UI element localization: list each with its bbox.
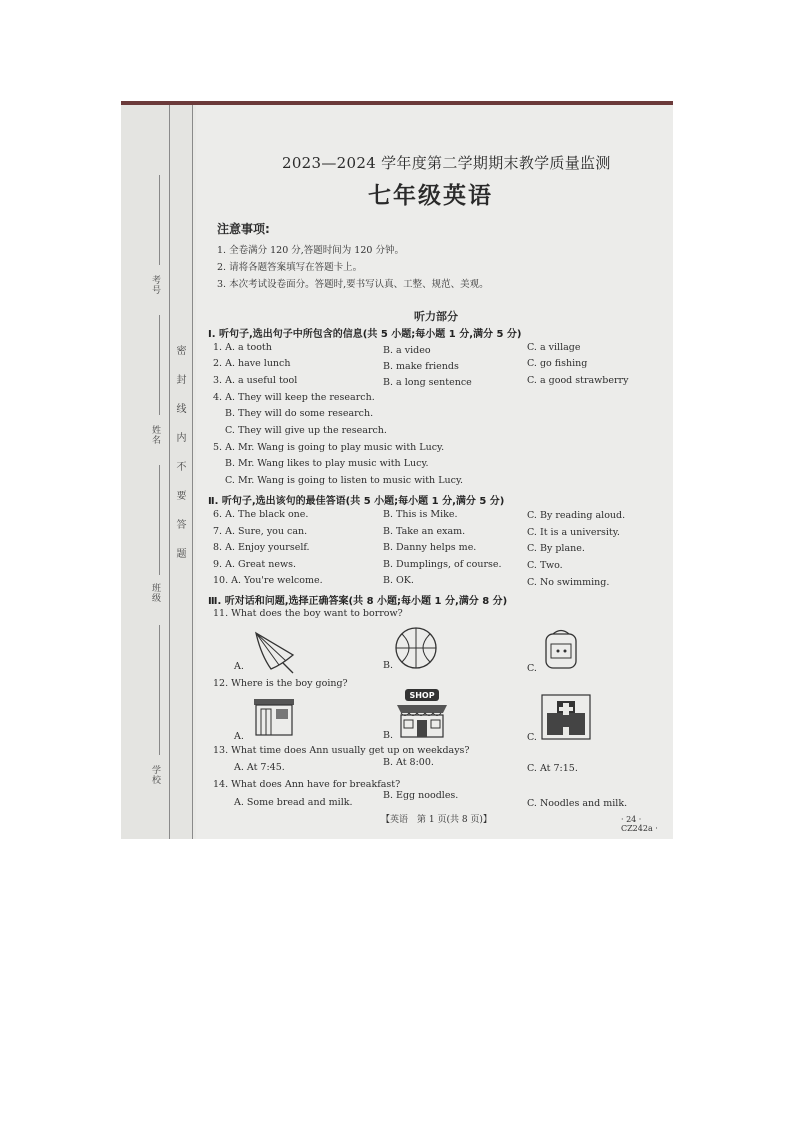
q1-option-a: 1. A. a tooth — [213, 342, 272, 353]
q3-option-a: 3. A. a useful tool — [213, 375, 298, 386]
school-underline — [159, 625, 160, 755]
q10-option-b: B. OK. — [383, 575, 414, 586]
q8-option-c: C. By plane. — [527, 543, 585, 554]
seal-line-warning: 密封线内不要答题 — [174, 345, 185, 577]
q13-question: 13. What time does Ann usually get up on weekdays? — [213, 745, 470, 756]
q2-option-a: 2. A. have lunch — [213, 358, 291, 369]
shop-sign-text: SHOP — [409, 691, 435, 700]
q7-option-c: C. It is a university. — [527, 527, 620, 538]
subject-title: 七年级英语 — [368, 183, 493, 209]
q3-option-b: B. a long sentence — [383, 377, 472, 388]
scanned-exam-photo — [121, 101, 673, 839]
q6-option-c: C. By reading aloud. — [527, 510, 626, 521]
q14-option-c: C. Noodles and milk. — [527, 798, 628, 809]
school-field: 学校 — [150, 765, 160, 785]
q12-question: 12. Where is the boy going? — [213, 678, 348, 689]
q5-option-a: 5. A. Mr. Wang is going to play music with Lucy. — [213, 442, 445, 453]
name-underline — [159, 315, 160, 415]
q10-option-a: 10. A. You're welcome. — [213, 575, 323, 586]
q12-label-a: A. — [234, 731, 244, 742]
page-footer: 【英语 第 1 页(共 8 页)】 — [381, 815, 492, 825]
q9-option-c: C. Two. — [527, 560, 563, 571]
library-building-icon — [251, 695, 297, 739]
paper-code: · 24 · CZ242a · — [621, 815, 658, 833]
backpack-icon — [538, 626, 584, 672]
binding-line-inner — [192, 105, 193, 839]
q5-option-c: C. Mr. Wang is going to listen to music with Lucy. — [225, 475, 464, 486]
q11-label-b: B. — [383, 660, 394, 671]
q7-option-b: B. Take an exam. — [383, 526, 466, 537]
q2-option-c: C. go fishing — [527, 358, 588, 369]
q14-option-b: B. Egg noodles. — [383, 790, 459, 801]
q5-option-b: B. Mr. Wang likes to play music with Lucy. — [225, 458, 429, 469]
notice-heading: 注意事项: — [217, 222, 270, 236]
q8-option-b: B. Danny helps me. — [383, 542, 477, 553]
q3-option-c: C. a good strawberry — [527, 375, 629, 386]
section3-heading: Ⅲ. 听对话和问题,选择正确答案(共 8 小题;每小题 1 分,满分 8 分) — [208, 596, 508, 607]
exam-title-line: 2023—2024 学年度第二学期期末教学质量监测 — [282, 154, 611, 172]
q8-option-a: 8. A. Enjoy yourself. — [213, 542, 310, 553]
exam-page — [196, 105, 673, 839]
notice-item: 3. 本次考试设卷面分。答题时,要书写认真、工整、规范、美观。 — [217, 279, 489, 290]
notice-item: 2. 请将各题答案填写在答题卡上。 — [217, 262, 363, 273]
hospital-icon — [539, 693, 593, 741]
q14-option-a: A. Some bread and milk. — [234, 797, 353, 808]
name-field: 姓名 — [150, 425, 160, 445]
q12-label-b: B. — [383, 730, 394, 741]
exam-number-field: 考号 — [150, 275, 160, 295]
binding-line-outer — [169, 105, 170, 839]
class-underline — [159, 465, 160, 575]
q13-option-b: B. At 8:00. — [383, 757, 434, 768]
q9-option-b: B. Dumplings, of course. — [383, 559, 502, 570]
q1-option-b: B. a video — [383, 345, 431, 356]
q10-option-c: C. No swimming. — [527, 577, 610, 588]
q13-option-c: C. At 7:15. — [527, 763, 578, 774]
q9-option-a: 9. A. Great news. — [213, 559, 297, 570]
q4-option-a: 4. A. They will keep the research. — [213, 392, 375, 403]
listening-part-title: 听力部分 — [414, 310, 458, 323]
q11-label-a: A. — [234, 661, 244, 672]
exam-number-underline — [159, 175, 160, 265]
q7-option-a: 7. A. Sure, you can. — [213, 526, 308, 537]
q2-option-b: B. make friends — [383, 361, 459, 372]
notice-item: 1. 全卷满分 120 分,答题时间为 120 分钟。 — [217, 245, 404, 256]
q4-option-c: C. They will give up the research. — [225, 425, 387, 436]
section1-heading: Ⅰ. 听句子,选出句子中所包含的信息(共 5 小题;每小题 1 分,满分 5 分) — [208, 329, 522, 340]
binding-strip — [121, 105, 193, 839]
class-field: 班级 — [150, 583, 160, 603]
q1-option-c: C. a village — [527, 342, 581, 353]
q11-question: 11. What does the boy want to borrow? — [213, 608, 403, 619]
q11-label-c: C. — [527, 663, 537, 674]
q6-option-a: 6. A. The black one. — [213, 509, 309, 520]
q4-option-b: B. They will do some research. — [225, 408, 374, 419]
q13-option-a: A. At 7:45. — [234, 762, 285, 773]
q14-question: 14. What does Ann have for breakfast? — [213, 779, 401, 790]
section2-heading: Ⅱ. 听句子,选出该句的最佳答语(共 5 小题;每小题 1 分,满分 5 分) — [208, 496, 505, 507]
q12-label-c: C. — [527, 732, 537, 743]
umbrella-icon — [251, 625, 301, 675]
basketball-icon — [393, 625, 439, 671]
q6-option-b: B. This is Mike. — [383, 509, 458, 520]
shop-icon — [393, 687, 451, 739]
